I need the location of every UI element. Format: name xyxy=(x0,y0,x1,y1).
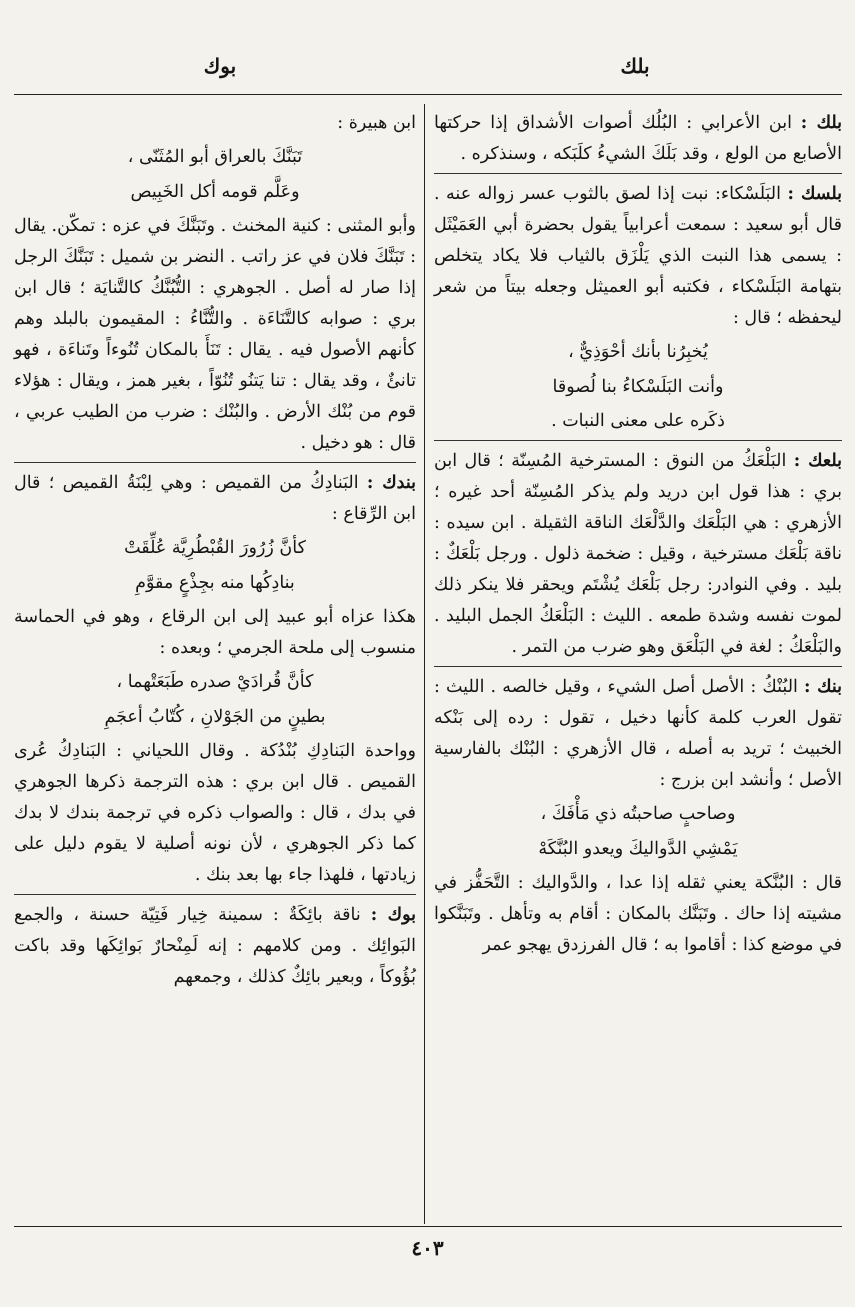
entry-text: ابن هبيرة : xyxy=(337,113,416,133)
entry-text: وأبو المثنى : كنية المخنث . وتَبَنَّكَ في عزه : تمكّن. يقال : تَبَنَّكَ فلان في عز راتب . النضر بن شميل : تَبَنَّكَ الرجل إذا صار له أصل . الجوهري : التُّبُنَّكُ كالتَّنايَة ؛ قال ابن بري : صوابه كالتَّنَاءَة . والتُّنَّاءُ : المقيمون بالبلد وهم كأنهم الأصول فيه . يقال : تَنَأَ بالمكان تُنُوءاً وتَناءَة ، فهو تانئٌ ، وقد يقال : تنا يَتنُو تُنُوّاً ، بغير همز ، ويقال : هؤلاء قوم من بُنْك الأرض . والبُنْك : ضرب من الطيب عربي ، قال : هو دخيل . xyxy=(14,216,416,453)
entry-text: البُنْكُ : الأصل أصل الشيء ، وقيل خالصه . الليث : تقول العرب كلمة كأنها دخيل ، تقول : رده إلى بَنْكه الخبيث ؛ تريد به أصله ، قال الأزهري : البُنْك بالفارسية الأصل ؛ وأنشد ابن بزرج : xyxy=(434,677,842,790)
column-divider xyxy=(424,104,425,1224)
verse-line: وعَلَّم قومه أكل الخَبِيص xyxy=(130,182,300,202)
entry-balsak xyxy=(434,179,842,441)
verse-line: كأنَّ زُرُورَ القُبْطُرِيَّة عُلِّقَتْ xyxy=(124,538,306,558)
entry-text: البَلَسْكاء: نبت إذا لصق بالثوب عسر زواله عنه . قال أبو سعيد : سمعت أعرابياً يقول بحضرة أبي العَمَيْثَل : يسمى هذا النبت الذي يَلْزَق بالثياب فلا يكاد يتخلص بتهامة البَلَسْكاء ، فكتبه أبو العميثل وجعله بيتاً من شعر ليحفظه ؛ قال : xyxy=(434,184,842,328)
left-column xyxy=(14,108,416,1001)
verse-line: تَبَنَّكَ بالعراق أبو المُثَنّى ، xyxy=(127,147,303,167)
entry-text: هكذا عزاه أبو عبيد إلى ابن الرقاع ، وهو في الحماسة منسوب إلى ملحة الجرمي ؛ وبعده : xyxy=(14,607,416,658)
entry-bunk-cont xyxy=(14,108,416,463)
entry-text: ابن الأعرابي : البُلُك أصوات الأشداق إذا حركتها الأصابع من الولع ، وقد بَلَكَ الشيءُ كلَبَكه ، وسنذكره . xyxy=(434,113,842,164)
entry-bawk xyxy=(14,900,416,996)
entry-balak xyxy=(434,108,842,174)
bottom-rule xyxy=(14,1226,842,1227)
headword: بلك : xyxy=(800,113,842,133)
entry-text: البَنادِكُ من القميص : وهي لِبْنَةُ القميص ؛ قال ابن الرِّقاع : xyxy=(14,473,416,524)
verse-line: بنادِكُها منه بجِذْعٍ مقوَّمِ xyxy=(135,573,295,593)
verse-line: يَمْشِي الدَّواليكَ ويعدو البُنَّكَهْ xyxy=(538,839,738,859)
top-rule xyxy=(14,94,842,95)
verse-line: وصاحبٍ صاحبتُه ذي مَأْفَكَ ، xyxy=(540,804,736,824)
headword: بندك : xyxy=(366,473,416,493)
headword: بوك : xyxy=(370,905,416,925)
right-running-head: بلك xyxy=(620,54,650,78)
entry-text: البَلْعَكُ من النوق : المسترخية المُسِنّة ؛ قال ابن بري : هذا قول ابن دريد ولم يذكر المُسِنّة أحد غيره ؛ الأزهري : هي البَلْعَك والدَّلْعَك الناقة الثقيلة . ابن سيده : ناقة بَلْعَك مسترخية ، وقيل : ضخمة ذلول . ورجل بَلْعَكٌ : بليد . وفي النوادر: رجل بَلْعَك يُشْتَم ويحقر فلا ينكر ذلك لموت نفسه وشدة طمعه . الليث : البَلْعَكُ الجمل البليد . والبَلْعَكُ : لغة في البَلْعَق وهو ضرب من التمر . xyxy=(434,451,842,657)
verse-line: كأنَّ قُرادَيْ صدره طَبَعَتْهما ، xyxy=(116,672,314,692)
page-number: ٤٠٣ xyxy=(411,1236,444,1260)
headword: بنك : xyxy=(804,677,843,697)
entry-text: وواحدة البَنادِكِ بُنْدُكة . وقال اللحياني : البَنادِكُ عُرى القميص . قال ابن بري : هذه الترجمة ذكرها الجوهري في بدك ، قال : والصواب ذكره في ترجمة بندك لا بدك كما ذكر الجوهري ، لأن نونه أصلية لا يقوم دليل على زيادتها ، فلهذا جاء بها بعد بنك . xyxy=(14,741,416,885)
left-running-head: بوك xyxy=(203,54,237,78)
verse-line: وأنت البَلَسْكاءُ بنا لُصوقا xyxy=(552,377,724,397)
entry-text: ناقة بائِكَةٌ : سمينة خِيار فَتِيّة حسنة ، والجمع البَوائِك . ومن كلامهم : إنه لَمِنْحارٌ بَوائِكَها وقد باكت بُؤُوكاً ، وبعير بائِكٌ كذلك ، وجمعهم xyxy=(14,905,416,987)
entry-text: ذكَره على معنى النبات . xyxy=(551,411,725,431)
headword: بلعك : xyxy=(793,451,842,471)
entry-balak-ak xyxy=(434,446,842,667)
entry-bandak xyxy=(14,468,416,895)
headword: بلسك : xyxy=(787,184,842,204)
entry-bunk xyxy=(434,672,842,964)
entry-text: قال : البُنَّكة يعني ثقله إذا عدا ، والدَّواليك : التَّحَفُّز في مشيته إذا حاك . وتَبَنَّك بالمكان : أقام به وتأهل . وتَبَنَّكوا في موضع كذا : أقاموا به ؛ قال الفرزدق يهجو عمر xyxy=(434,873,842,955)
verse-line: بطينٍ من الجَوْلانِ ، كُتّابُ أعجَمِ xyxy=(104,707,326,727)
right-column xyxy=(434,108,842,969)
verse-line: يُخبِرُنا بأنك أحْوَذِيٌّ ، xyxy=(568,342,708,362)
